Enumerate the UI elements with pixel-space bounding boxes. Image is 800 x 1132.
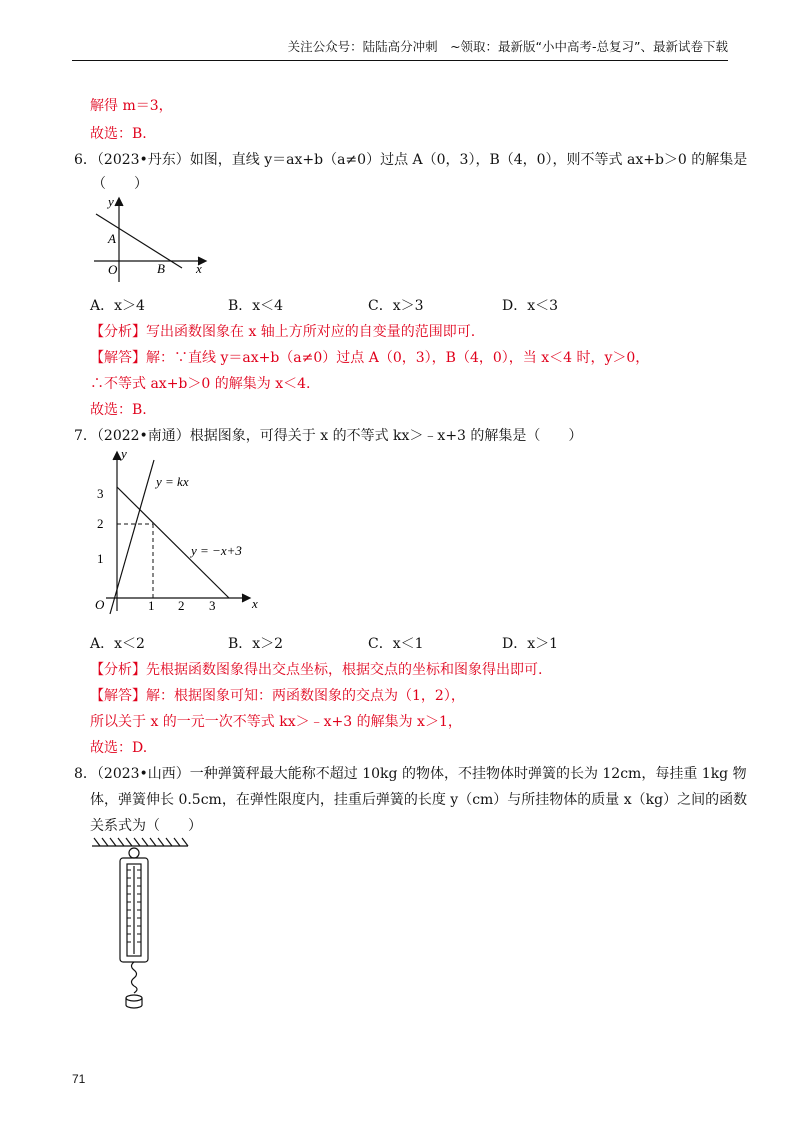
- q6-x-label: x: [196, 261, 202, 276]
- q6-point-a: A: [108, 231, 116, 246]
- q6-origin-label: O: [108, 262, 118, 277]
- q7-x-label: x: [252, 596, 258, 611]
- q6-answer-line1: 【解答】解：∵直线 y＝ax+b（a≠0）过点 A（0，3），B（4，0），当 x＜4 时，y＞0，: [90, 350, 650, 366]
- q7-ytick-2: 2: [97, 516, 104, 531]
- q6-option-c: C．x＞3: [368, 298, 424, 314]
- page-number: 71: [72, 1072, 86, 1086]
- q7-xtick-3: 3: [209, 598, 216, 613]
- q7-option-c: C．x＜1: [368, 636, 424, 652]
- q6-analysis: 【分析】写出函数图象在 x 轴上方所对应的自变量的范围即可.: [90, 324, 476, 340]
- q6-answer-line2: ∴不等式 ax+b＞0 的解集为 x＜4.: [90, 376, 311, 392]
- q8-stem-line2: 体，弹簧伸长 0.5cm，在弹性限度内，挂重后弹簧的长度 y（cm）与所挂物体的质量 x（kg）之间的函数: [90, 792, 748, 808]
- q7-option-a: A．x＜2: [90, 636, 145, 652]
- q7-answer-line2: 所以关于 x 的一元一次不等式 kx＞﹣x+3 的解集为 x＞1，: [90, 714, 462, 730]
- q7-origin-label: O: [95, 597, 105, 612]
- q8-stem-line3: 关系式为（ ）: [90, 818, 202, 834]
- prev-solution-line: 解得 m＝3，: [90, 98, 173, 114]
- q7-figure: [86, 446, 276, 622]
- q7-analysis: 【分析】先根据函数图象得出交点坐标，根据交点的坐标和图象得出即可.: [90, 662, 543, 678]
- q7-line1-label: y = kx: [156, 474, 189, 489]
- q7-xtick-1: 1: [148, 598, 155, 613]
- q7-answer-line1: 【解答】解：根据图象可知：两函数图象的交点为（1，2），: [90, 688, 465, 704]
- q7-ytick-3: 3: [97, 486, 104, 501]
- q6-choice: 故选：B.: [90, 402, 147, 418]
- q6-point-b: B: [157, 261, 165, 276]
- q6-stem: 6．（2023•丹东）如图，直线 y＝ax+b（a≠0）过点 A（0，3），B（4，0），则不等式 ax+b＞0 的解集是: [74, 152, 748, 168]
- q6-paren: （ ）: [92, 176, 148, 192]
- q6-y-label: y: [108, 194, 114, 209]
- q6-option-d: D．x＜3: [502, 298, 559, 314]
- q7-option-b: B．x＞2: [228, 636, 284, 652]
- q7-option-d: D．x＞1: [502, 636, 559, 652]
- prev-choice-line: 故选：B.: [90, 126, 147, 142]
- q6-option-a: A．x＞4: [90, 298, 145, 314]
- q7-y-label: y: [121, 446, 127, 461]
- q7-stem: 7．（2022•南通）根据图象，可得关于 x 的不等式 kx＞﹣x+3 的解集是（ ）: [74, 428, 583, 444]
- q6-option-b: B．x＜4: [228, 298, 284, 314]
- q7-ytick-1: 1: [97, 551, 104, 566]
- q6-figure: [86, 192, 216, 284]
- spring-scale-figure: [90, 836, 190, 1016]
- q7-choice: 故选：D.: [90, 740, 148, 756]
- page-header: 关注公众号：陆陆高分冲刺 ~领取：最新版“小中高考-总复习”、最新试卷下载: [72, 38, 728, 61]
- q8-stem-line1: 8．（2023•山西）一种弹簧秤最大能称不超过 10kg 的物体，不挂物体时弹簧的长为 12cm，每挂重 1kg 物: [74, 766, 747, 782]
- q7-xtick-2: 2: [178, 598, 185, 613]
- q7-line2-label: y = −x+3: [191, 543, 242, 558]
